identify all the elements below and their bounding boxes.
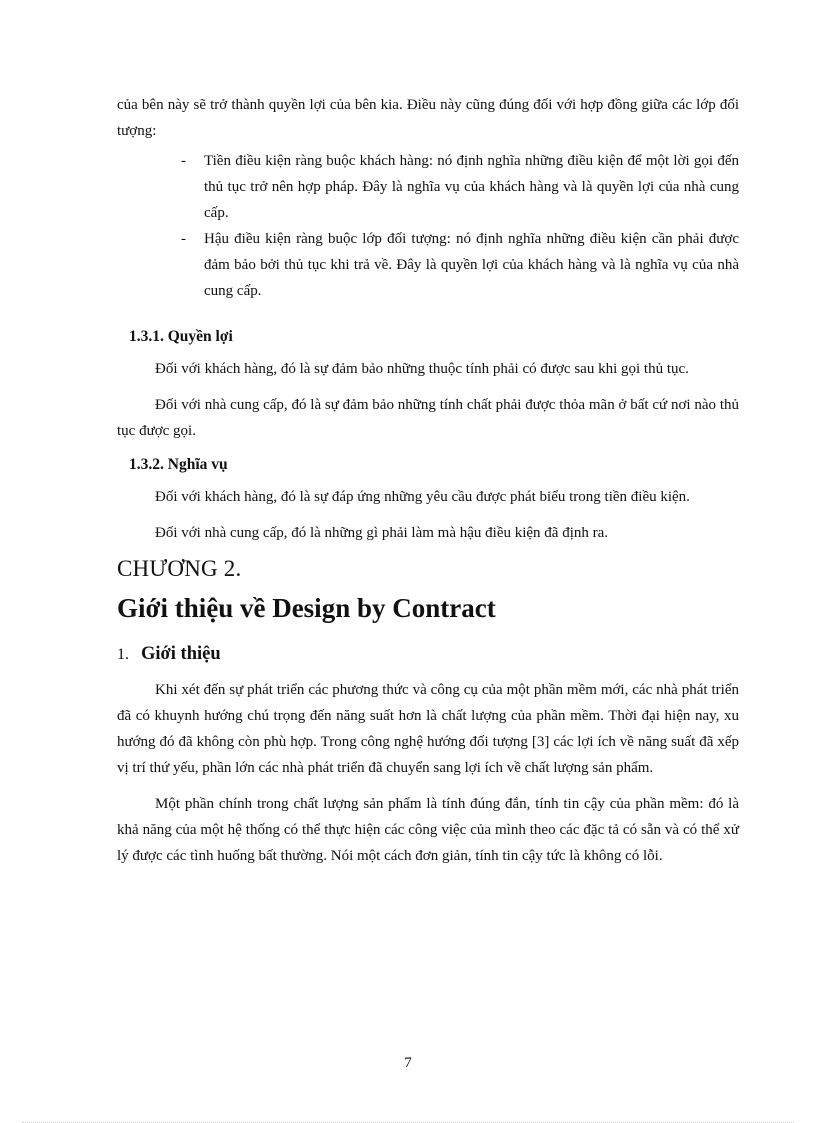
list-item-text: Hậu điều kiện ràng buộc lớp đối tượng: nó định nghĩa những điều kiện cần phải được đảm bảo bởi thủ tục khi trả về. Đây là quyền lợi của khách hàng và là nghĩa vụ của nhà cung cấp. [204,231,739,299]
paragraph: Đối với khách hàng, đó là sự đáp ứng những yêu cầu được phát biểu trong tiền điều kiện. [155,489,690,505]
list-item [117,148,739,226]
heading-1-3-1: 1.3.1. Quyền lợi [129,328,233,345]
paragraph: Đối với khách hàng, đó là sự đảm bảo những thuộc tính phải có được sau khi gọi thủ tục. [155,361,689,377]
dash-bullet: - [181,153,186,169]
heading-1-3-2: 1.3.2. Nghĩa vụ [129,456,228,473]
intro-paragraph: của bên này sẽ trở thành quyền lợi của bên kia. Điều này cũng đúng đối với hợp đồng giữa các lớp đối tượng: [117,97,739,139]
list-item [117,226,739,304]
section-title: Giới thiệu [141,644,221,664]
list-item-text: Tiền điều kiện ràng buộc khách hàng: nó định nghĩa những điều kiện để một lời gọi đến thủ tục trở nên hợp pháp. Đây là nghĩa vụ của khách hàng và là quyền lợi của nhà cung cấp. [204,153,739,221]
condition-list [117,148,739,304]
section-heading [117,640,739,669]
paragraph: Khi xét đến sự phát triển các phương thức và công cụ của một phần mềm mới, các nhà phát triển đã có khuynh hướng chú trọng đến năng suất hơn là chất lượng của phần mềm. Thời đại hiện nay, xu hướng đó đã không còn phù hợp. Trong công nghệ hướng đối tượng [3] các lợi ích về năng suất đã xếp vị trí thứ yếu, phần lớn các nhà phát triển đã chuyển sang lợi ích về chất lượng sản phẩm. [117,682,739,776]
chapter-title: Giới thiệu về Design by Contract [117,593,496,623]
page-content [117,92,739,869]
paragraph: Đối với nhà cung cấp, đó là những gì phải làm mà hậu điều kiện đã định ra. [155,525,609,541]
chapter-label: CHƯƠNG 2. [117,556,242,581]
paragraph: Một phần chính trong chất lượng sản phẩm là tính đúng đắn, tính tin cậy của phần mềm: đó là khả năng của một hệ thống có thể thực hiện các công việc của mình theo các đặc tả có sẵn và có thể xử lý được các tình huống bất thường. Nói một cách đơn giản, tính tin cậy tức là không có lỗi. [117,796,739,864]
page-number: 7 [404,1055,412,1071]
section-number: 1. [117,646,129,663]
paragraph: Đối với nhà cung cấp, đó là sự đảm bảo những tính chất phải được thỏa mãn ở bất cứ nơi nào thủ tục được gọi. [117,397,739,439]
dash-bullet: - [181,231,186,247]
